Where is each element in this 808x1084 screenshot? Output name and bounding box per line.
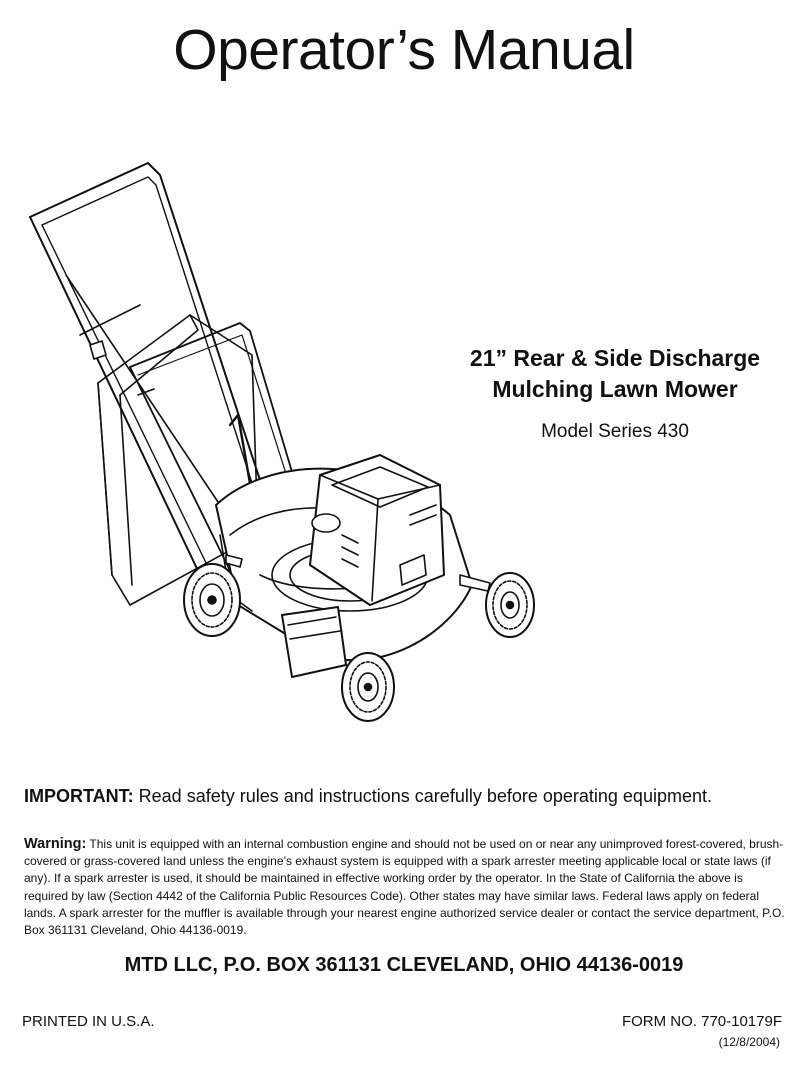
- form-number: FORM NO. 770-10179F: [621, 1013, 782, 1030]
- warning-notice: [24, 836, 786, 939]
- important-text: Read safety rules and instructions carefully before operating equipment.: [133, 786, 712, 806]
- important-label: IMPORTANT:: [24, 786, 134, 806]
- front-left-wheel: [342, 653, 394, 721]
- company-address: MTD LLC, P.O. BOX 361131 CLEVELAND, OHIO 44136-0019: [124, 954, 684, 976]
- warning-label: Warning:: [24, 836, 87, 852]
- model-series: Model Series 430: [541, 421, 689, 442]
- front-right-wheel: [486, 573, 534, 637]
- important-notice: [24, 786, 794, 807]
- product-heading: [440, 343, 790, 443]
- printed-in: PRINTED IN U.S.A.: [22, 1013, 155, 1030]
- discharge-chute: [282, 607, 346, 677]
- manual-title: Operator’s Manual: [173, 18, 635, 82]
- product-title-line-2: Mulching Lawn Mower: [492, 376, 738, 402]
- warning-text: This unit is equipped with an internal combustion engine and should not be used on or near any unimproved forest-covered, brush-covered or grass-covered land unless the engine’s exhaust system is equipped with a spark arrester meeting applicable local or state laws (if any). If a spark arrester is used, it should be maintained in effective working order by the operator. In the State of California the above is required by law (Section 4442 of the California Public Resources Code). Other states may have similar laws. Federal laws apply on federal lands. A spark arrester for the muffler is available through your nearest engine authorized service dealer or contact the service department, P.O. Box 361131 Cleveland, Ohio 44136-0019.: [24, 837, 785, 938]
- rear-left-wheel: [184, 564, 240, 636]
- product-title-line-1: 21” Rear & Side Discharge: [469, 345, 761, 371]
- form-date: (12/8/2004): [718, 1035, 780, 1049]
- lawn-mower-illustration: [20, 155, 540, 735]
